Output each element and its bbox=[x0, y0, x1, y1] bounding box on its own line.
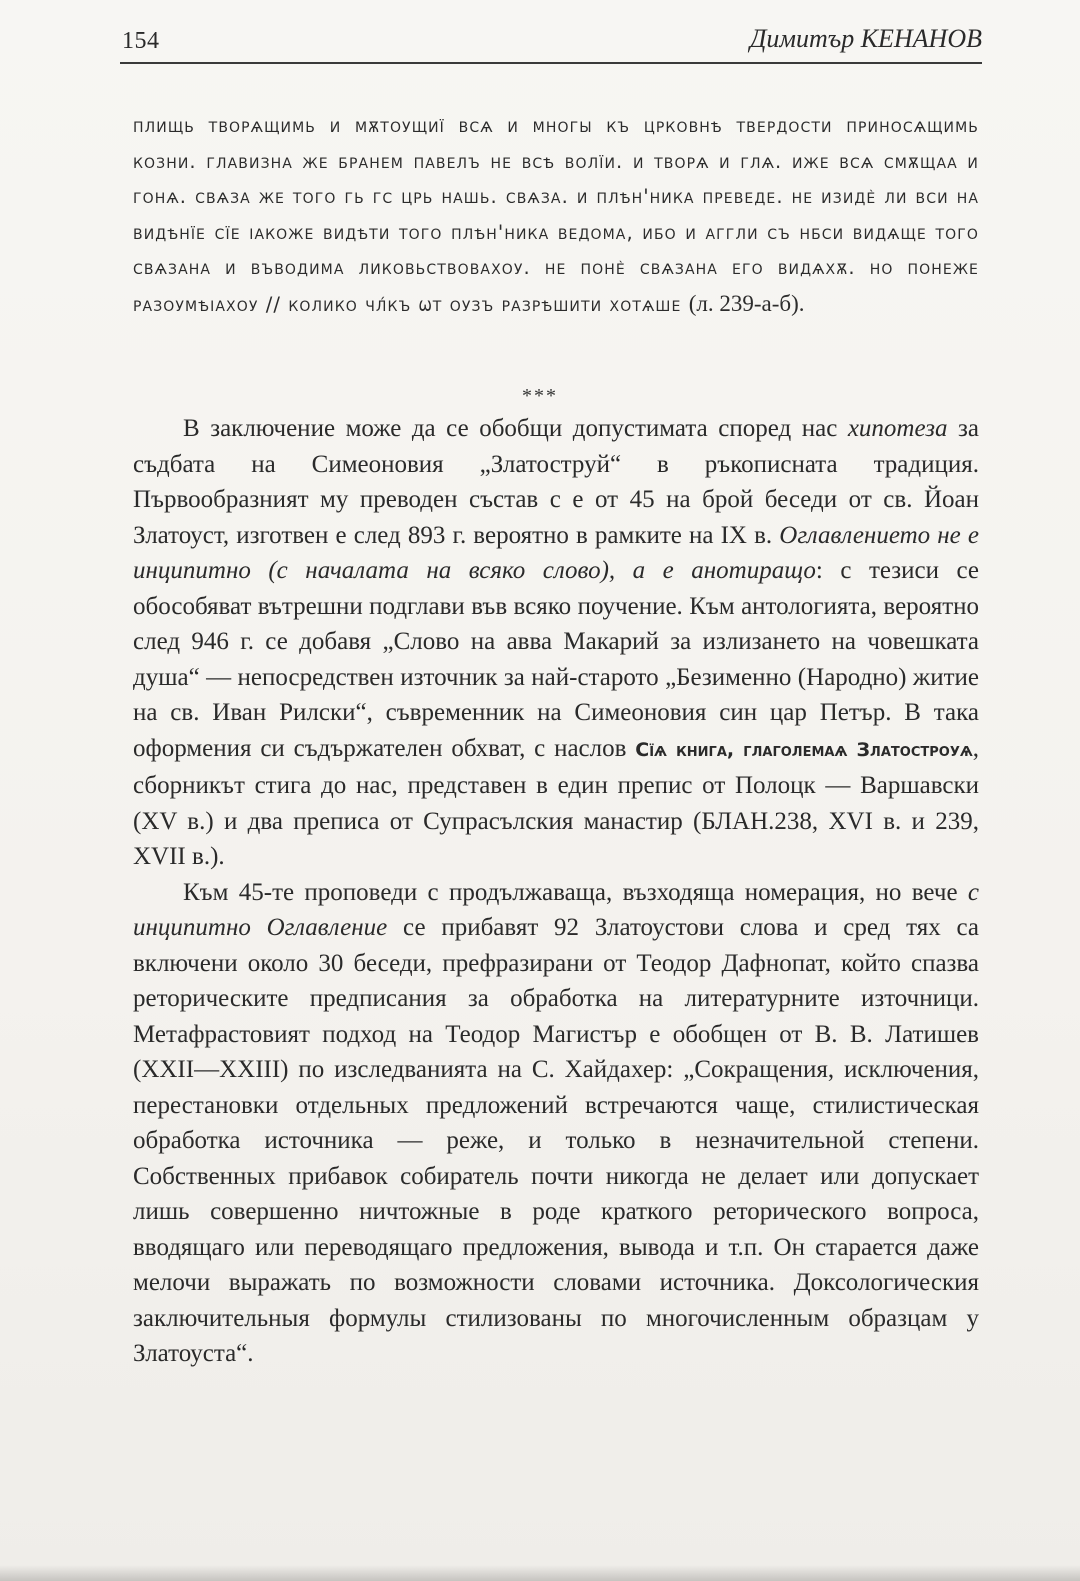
p1-text-1: В заключение може да се обобщи допустимата според нас bbox=[183, 415, 848, 442]
paragraph-sermons bbox=[133, 875, 979, 1372]
p1-text-3: : с тезиси се обособяват вътрешни подглави във всяко поучение. Към антологията, вероятно след 946 г. се добавя „Слово на авва Макарий за излизането на човешката душа“ — непосредствен източник за най-старото „Безименно (Народно) житие на св. Иван Рилски“, съвременник на Симеоновия син цар Петър. В така оформения си съдържателен обхват, с наслов bbox=[133, 557, 979, 762]
quote-text: плищь творѧщимь и мѫтоущиї всѧ и многы къ црковнѣ твердости приносѧщимь козни. главизна же бранем павелъ не всѣ волїи. и творѧ и глѧ. иже всѧ смѫщаа и гонѧ. свѧза же того гь гс црь нашь. свѧза. и плѣн'ника преведе. не изидѐ ли вси на видѣнїе сїе ıакоже видѣти того плѣн'ника ведома, ибо и аггли съ нбси видѧще того свѧзана и въводима ликовьствовахоу. не понѐ свѧзана его видѧхѫ. но понеже разоумѣıахоу // колико чл́къ ѡт оузъ разрѣшити хотѧше bbox=[133, 114, 979, 316]
page-number: 154 bbox=[122, 28, 160, 54]
p1-text-4: , сборникът стига до нас, представен в един препис от Полоцк — Варшавски (XV в.) и два преписа от Супрасълския манастир (БЛАН.238, XVI в. и 239, XVII в.). bbox=[133, 734, 979, 870]
quote-reference: (л. 239-а-б). bbox=[688, 290, 805, 316]
p2-italic-incipit: с инципитно Оглавление bbox=[133, 878, 979, 941]
church-slavonic-quote bbox=[133, 108, 979, 322]
running-head: Димитър КЕНАНОВ bbox=[749, 24, 982, 53]
p2-text-1: Към 45-те проповеди с продължаваща, възходяща номерация, но вече bbox=[183, 878, 968, 906]
p1-slavonic-title: Сїѧ книга, глаголемаѧ Златостроуѧ bbox=[635, 738, 973, 761]
p1-italic-toc: Оглавлението не е инципитно (с началата на всяко слово), а е анотиращо bbox=[133, 521, 979, 584]
p1-text-2: за съдбата на Симеоновия „Златоструй“ в ръкописната традиция. Първообразният му преводен състав с е от 45 на брой беседи от св. Йоан Златоуст, изготвен е след 893 г. вероятно в рамките на IX в. bbox=[133, 415, 979, 549]
page-bottom-shadow bbox=[0, 1565, 1080, 1581]
section-divider: *** bbox=[522, 385, 558, 407]
header-rule bbox=[120, 62, 982, 64]
page-header bbox=[122, 22, 982, 62]
p2-text-2: се прибавят 92 Златоустови слова и сред тях са включени около 30 беседи, префразирани от Теодор Дафнопат, който спазва реторическите предписания за обработка на литературните източници. Метафрастовият подход на Теодор Магистър е обобщен от В. В. Латишев (XXII—XXIII) по изследванията на С. Хайдахер: „Сокращения, исключения, перестановки отдельных предложений встречаются чаще, стилистическая обработка источника — реже, и только в незначительной степени. Собственных прибавок собиратель почти никогда не делает или допускает лишь совершенно ничтожные в роде краткого реторического вопроса, вводящаго или переводящаго предложения, вывода и т.п. Он старается даже мелочи выражать по возможности словами источника. Доксологическия заключительныя формулы стилизованы по многочисленным образцам у Златоуста“. bbox=[133, 914, 979, 1367]
p1-hypothesis: хипотеза bbox=[847, 415, 948, 442]
paragraph-conclusion bbox=[133, 411, 979, 875]
body-text bbox=[133, 411, 979, 1372]
